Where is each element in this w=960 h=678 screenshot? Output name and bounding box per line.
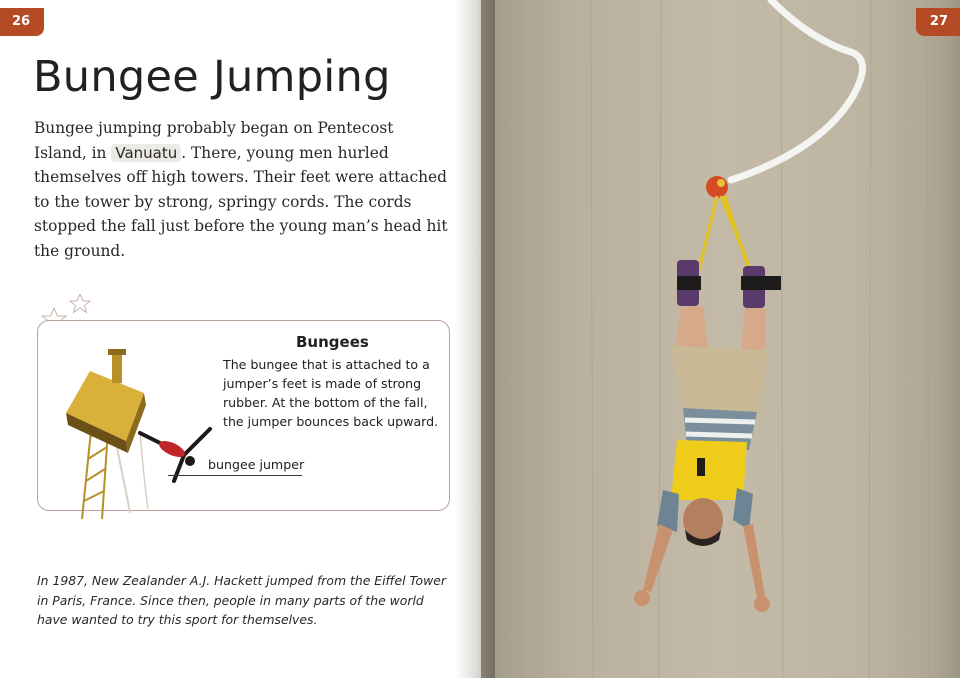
crane-illustration [44, 341, 244, 521]
bungee-jumper-photo [481, 0, 960, 678]
page-number-right: 27 [916, 8, 960, 36]
label-leader-line [168, 475, 302, 476]
page-title: Bungee Jumping [33, 52, 391, 102]
box-body-text: The bungee that is attached to a jumper’s feet is made of strong rubber. At the bottom of the fall, the jumper bounces back upward. [223, 357, 439, 429]
page-gutter-shadow [455, 0, 495, 678]
box-title: Bungees [296, 333, 369, 351]
caption-text: In 1987, New Zealander A.J. Hackett jumped from the Eiffel Tower in Paris, France. Since then, people in many parts of the world have wanted to try this sport for themselves. [37, 573, 446, 627]
right-page [481, 0, 960, 678]
bungees-info-box [37, 320, 450, 511]
page-number-left: 26 [0, 8, 44, 36]
intro-paragraph [34, 116, 449, 263]
intro-text-start: Bungee jumping probably began on Pentecost Island, in [34, 119, 394, 162]
bungee-jumper-label: bungee jumper [208, 457, 305, 472]
glossary-term-vanuatu[interactable]: Vanuatu [111, 144, 181, 162]
intro-text-end: . There, young men hurled themselves off high towers. Their feet were attached to the tower by strong, springy cords. The cords stopped the fall just before the young man’s head hit the ground. [34, 143, 448, 260]
